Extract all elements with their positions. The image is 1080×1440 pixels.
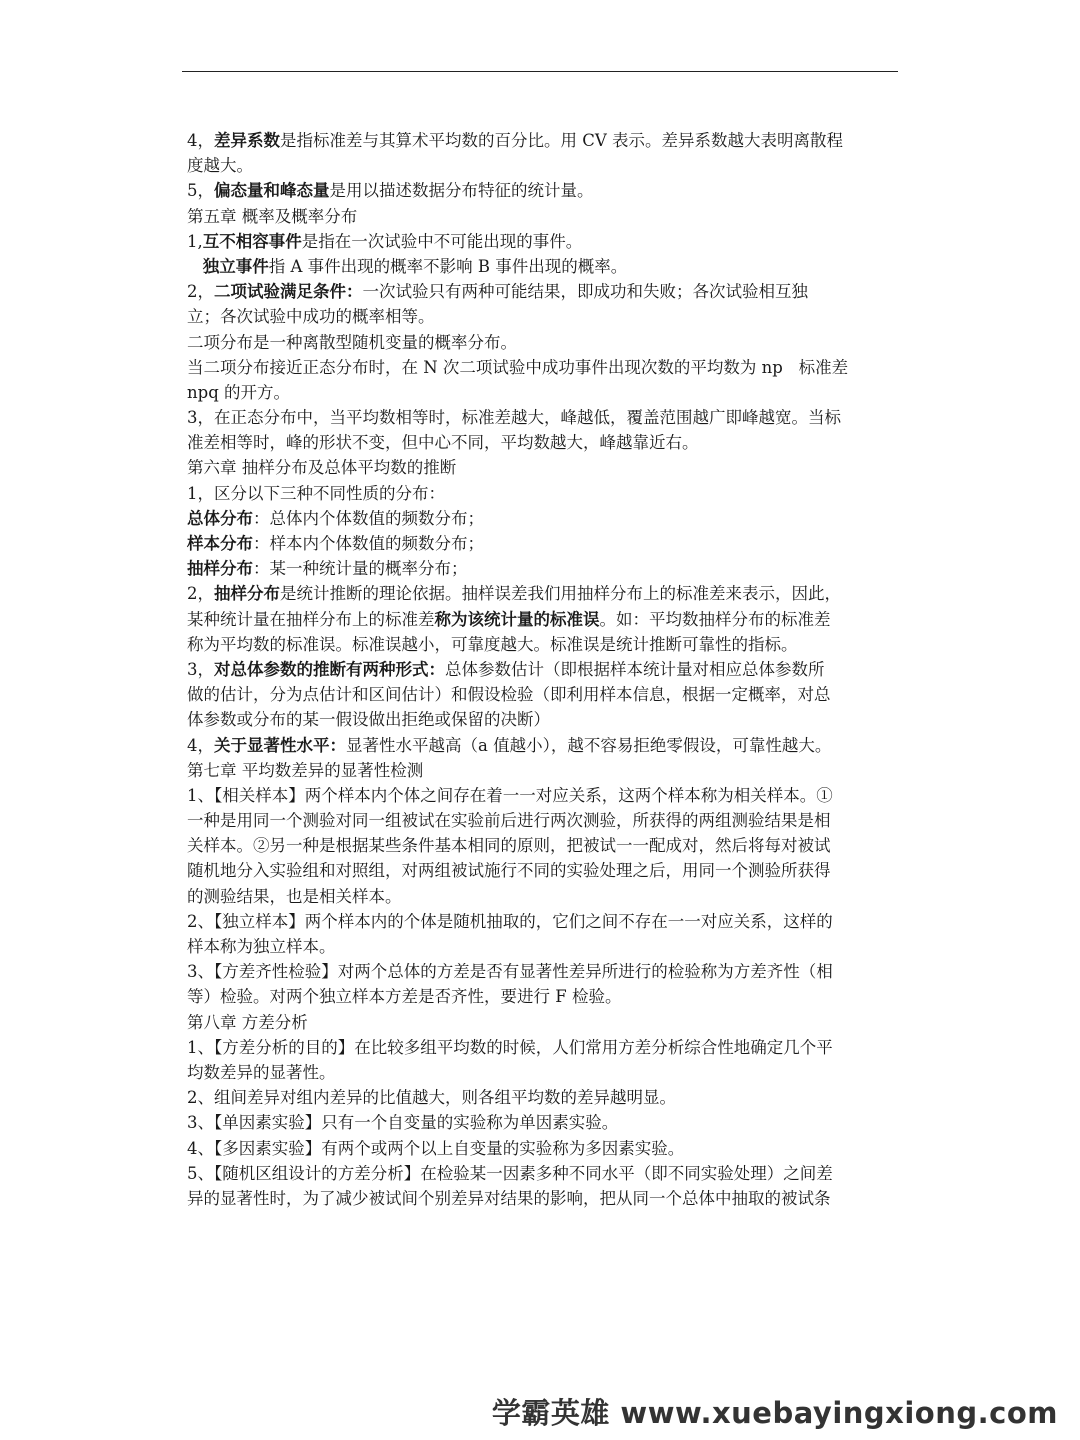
text-run: 度越大。 <box>187 156 253 176</box>
text-run: 3、【单因素实验】只有一个自变量的实验称为单因素实验。 <box>187 1113 619 1133</box>
text-line <box>187 1085 899 1110</box>
text-run: 一次试验只有两种可能结果，即成功和失败；各次试验相互独 <box>362 282 808 302</box>
text-run: ：某一种统计量的概率分布； <box>253 559 468 579</box>
text-line <box>187 1010 899 1035</box>
text-run: 异的显著性时，为了减少被试间个别差异对结果的影响，把从同一个总体中抽取的被试条 <box>187 1188 831 1208</box>
text-line <box>187 934 899 959</box>
site-watermark: 学霸英雄 www.xuebayingxiong.com <box>491 1396 1058 1430</box>
text-run: 3、【方差齐性检验】对两个总体的方差是否有显著性差异所进行的检验称为方差齐性（相 <box>187 962 833 982</box>
text-line <box>187 833 899 858</box>
text-line <box>187 783 899 808</box>
text-line <box>187 128 899 153</box>
text-run: 1、【方差分析的目的】在比较多组平均数的时候，人们常用方差分析综合性地确定几个平 <box>187 1037 833 1057</box>
text-run: 是用以描述数据分布特征的统计量。 <box>329 181 594 201</box>
text-line <box>187 1110 899 1135</box>
text-run: 均数差异的显著性。 <box>187 1062 336 1082</box>
text-run: 第六章 抽样分布及总体平均数的推断 <box>187 458 457 478</box>
bold-term: 抽样分布 <box>187 559 253 579</box>
text-run: 第七章 平均数差异的显著性检测 <box>187 760 424 780</box>
text-line <box>187 581 899 606</box>
text-line <box>187 959 899 984</box>
text-run: 2、【独立样本】两个样本内的个体是随机抽取的，它们之间不存在一一对应关系，这样的 <box>187 911 833 931</box>
text-line <box>187 355 899 380</box>
text-line <box>187 1186 899 1211</box>
text-line <box>187 380 899 405</box>
text-run: 1, <box>187 231 203 251</box>
bold-term: 关于显著性水平： <box>214 735 346 755</box>
bold-term: 抽样分布 <box>214 584 280 604</box>
text-line <box>187 858 899 883</box>
bold-term: 偏态量和峰态量 <box>214 181 330 201</box>
text-run: 5、【随机区组设计的方差分析】在检验某一因素多种不同水平（即不同实验处理）之间差 <box>187 1163 833 1183</box>
text-line <box>187 304 899 329</box>
text-run: 5， <box>187 181 214 201</box>
text-line <box>187 506 899 531</box>
text-run: ：总体内个体数值的频数分布； <box>253 508 484 528</box>
text-line <box>187 1060 899 1085</box>
text-run: 样本称为独立样本。 <box>187 937 336 956</box>
text-line <box>187 531 899 556</box>
text-run: 准差相等时，峰的形状不变，但中心不同，平均数越大，峰越靠近右。 <box>187 433 699 453</box>
text-run: 2， <box>187 584 214 604</box>
header-rule <box>182 71 898 72</box>
text-line <box>187 455 899 480</box>
text-line <box>187 204 899 229</box>
text-line <box>187 682 899 707</box>
text-run: 称为平均数的标准误。标准误越小，可靠度越大。标准误是统计推断可靠性的指标。 <box>187 634 798 654</box>
text-line <box>187 178 899 203</box>
text-line <box>187 984 899 1009</box>
text-run: 4， <box>187 131 214 150</box>
text-line <box>187 758 899 783</box>
text-run: npq 的开方。 <box>187 382 290 402</box>
text-line <box>187 707 899 732</box>
bold-term: 称为该统计量的标准误 <box>434 609 600 629</box>
text-run: 指 A 事件出现的概率不影响 B 事件出现的概率。 <box>268 256 628 276</box>
text-run: 总体参数估计（即根据样本统计量对相应总体参数所 <box>445 659 825 679</box>
text-run: 立；各次试验中成功的概率相等。 <box>187 307 435 327</box>
document-body <box>187 128 899 1211</box>
bold-term: 互不相容事件 <box>202 231 302 251</box>
text-line <box>187 430 899 455</box>
text-run: 第五章 概率及概率分布 <box>187 206 358 226</box>
bold-term: 独立事件 <box>202 256 269 276</box>
text-line <box>187 1136 899 1161</box>
text-run: 1、【相关样本】两个样本内个体之间存在着一一对应关系，这两个样本称为相关样本。① <box>187 785 833 805</box>
text-run: 2， <box>187 282 214 302</box>
text-line <box>187 254 899 279</box>
text-run: 2、组间差异对组内差异的比值越大，则各组平均数的差异越明显。 <box>187 1088 676 1108</box>
text-line <box>187 808 899 833</box>
text-line <box>187 229 899 254</box>
text-run: 是统计推断的理论依据。抽样误差我们用抽样分布上的标准差来表示，因此， <box>280 584 841 604</box>
text-line <box>187 279 899 304</box>
text-run: 是指标准差与其算术平均数的百分比。用 CV 表示。差异系数越大表明离散程 <box>280 131 844 150</box>
text-line <box>187 657 899 682</box>
text-run <box>187 257 203 276</box>
text-line <box>187 330 899 355</box>
text-line <box>187 556 899 581</box>
text-run: 第八章 方差分析 <box>187 1012 308 1032</box>
text-run: 的测验结果，也是相关样本。 <box>187 886 402 906</box>
text-run: 一种是用同一个测验对同一组被试在实验前后进行两次测验，所获得的两组测验结果是相 <box>187 811 831 831</box>
text-run: 体参数或分布的某一假设做出拒绝或保留的决断） <box>187 710 550 730</box>
text-run: 某种统计量在抽样分布上的标准差 <box>187 609 435 629</box>
text-run: 3，在正态分布中，当平均数相等时，标准差越大，峰越低，覆盖范围越广即峰越宽。当标 <box>187 408 841 428</box>
text-run: ：样本内个体数值的频数分布； <box>253 534 484 553</box>
bold-term: 差异系数 <box>214 131 280 150</box>
text-run: 二项分布是一种离散型随机变量的概率分布。 <box>187 332 517 352</box>
bold-term: 总体分布 <box>187 508 253 528</box>
text-run: 4、【多因素实验】有两个或两个以上自变量的实验称为多因素实验。 <box>187 1138 685 1158</box>
text-run: 4， <box>187 735 214 755</box>
text-line <box>187 1035 899 1060</box>
text-line <box>187 481 899 506</box>
text-run: 是指在一次试验中不可能出现的事件。 <box>301 231 583 251</box>
text-run: 当二项分布接近正态分布时，在 N 次二项试验中成功事件出现次数的平均数为 np 标准差 <box>187 357 849 377</box>
text-run: 关样本。②另一种是根据某些条件基本相同的原则，把被试一一配成对，然后将每对被试 <box>187 836 831 856</box>
text-line <box>187 153 899 178</box>
text-run: 随机地分入实验组和对照组，对两组被试施行不同的实验处理之后，用同一个测验所获得 <box>187 861 831 881</box>
text-line <box>187 733 899 758</box>
bold-term: 二项试验满足条件： <box>214 282 363 302</box>
text-line <box>187 632 899 657</box>
text-run: 等）检验。对两个独立样本方差是否齐性，要进行 F 检验。 <box>187 987 622 1007</box>
text-line <box>187 607 899 632</box>
text-run: 做的估计，分为点估计和区间估计）和假设检验（即利用样本信息，根据一定概率，对总 <box>187 685 831 705</box>
text-line <box>187 884 899 909</box>
bold-term: 样本分布 <box>187 534 253 553</box>
text-run: 显著性水平越高（a 值越小），越不容易拒绝零假设，可靠性越大。 <box>346 735 832 755</box>
text-run: 。如：平均数抽样分布的标准差 <box>599 609 831 629</box>
text-line <box>187 1161 899 1186</box>
text-run: 1，区分以下三种不同性质的分布： <box>187 483 445 503</box>
bold-term: 对总体参数的推断有两种形式： <box>214 659 445 679</box>
text-line <box>187 909 899 934</box>
text-run: 3， <box>187 659 214 679</box>
text-line <box>187 405 899 430</box>
